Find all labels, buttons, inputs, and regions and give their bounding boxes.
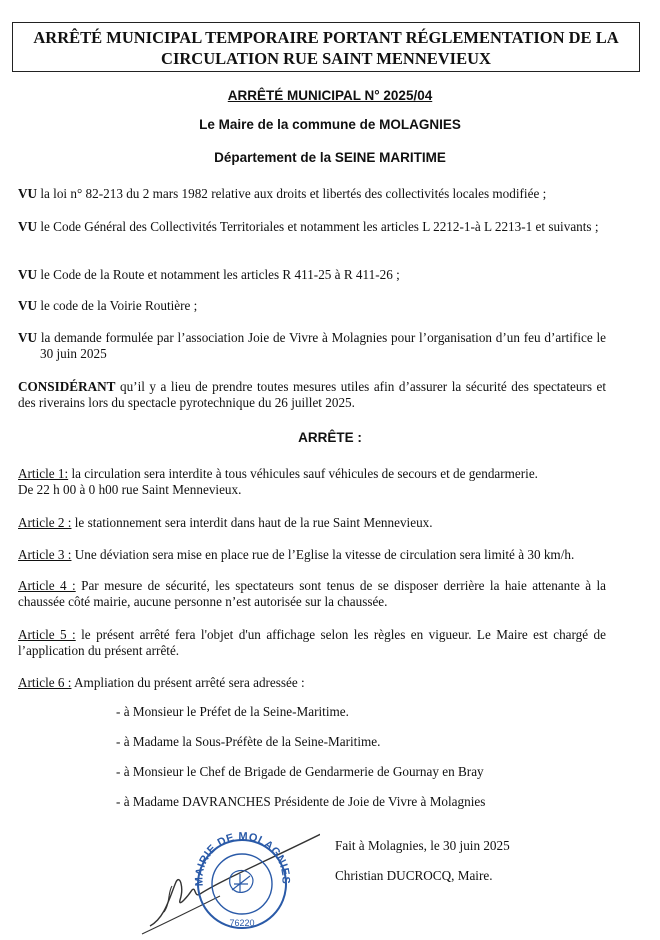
visa-text: le Code de la Route et notamment les articles R 411-25 à R 411-26 ; — [37, 267, 400, 282]
article-4 — [18, 578, 606, 610]
article-2 — [18, 515, 606, 531]
article-label: Article 6 : — [18, 675, 72, 690]
article-text: Ampliation du présent arrêté sera adressée : — [71, 675, 305, 690]
list-item: - à Monsieur le Préfet de la Seine-Maritime. — [116, 704, 349, 719]
visa-5 — [18, 330, 606, 362]
visa-2 — [18, 219, 606, 235]
visa-4 — [18, 298, 606, 314]
considerant-paragraph — [18, 379, 606, 411]
article-label: Article 1: — [18, 466, 69, 481]
departement-line: Département de la SEINE MARITIME — [214, 150, 446, 165]
visa-1 — [18, 186, 606, 202]
signature-signatory: Christian DUCROCQ, Maire. — [335, 868, 493, 883]
document-title-box — [12, 22, 640, 72]
visa-text: la loi n° 82-213 du 2 mars 1982 relative aux droits et libertés des collectivités locales modifiée ; — [37, 186, 547, 201]
visa-text: le code de la Voirie Routière ; — [37, 298, 198, 313]
considerant-text: qu’il y a lieu de prendre toutes mesures utiles afin d’assurer la sécurité des spectateurs et des riverains lors du spectacle pyrotechnique du 26 juillet 2025. — [18, 379, 606, 410]
visa-lead: VU — [18, 267, 38, 282]
article-text: Une déviation sera mise en place rue de l’Eglise la vitesse de circulation sera limité à 30 km/h. — [71, 547, 575, 562]
visa-text: le Code Général des Collectivités Territoriales et notamment les articles L 2212-1-à L 2213-1 et suivants ; — [37, 219, 599, 234]
article-label: Article 2 : — [18, 515, 72, 530]
list-item: - à Madame DAVRANCHES Présidente de Joie de Vivre à Molagnies — [116, 794, 486, 809]
article-text: Par mesure de sécurité, les spectateurs sont tenus de se disposer derrière la haie attenante à la chaussée côté mairie, aucune personne n’est autorisée sur la chaussée. — [18, 578, 606, 609]
article-label: Article 3 : — [18, 547, 72, 562]
visa-text: la demande formulée par l’association Joie de Vivre à Molagnies pour l’organisation d’un feu d’artifice le 30 juin 2025 — [37, 330, 606, 361]
mairie-stamp — [140, 826, 320, 936]
maire-line: Le Maire de la commune de MOLAGNIES — [199, 117, 461, 132]
signature-place-date: Fait à Molagnies, le 30 juin 2025 — [335, 838, 510, 853]
article-text-continued: De 22 h 00 à 0 h00 rue Saint Mennevieux. — [18, 482, 242, 497]
article-label: Article 4 : — [18, 578, 76, 593]
article-label: Article 5 : — [18, 627, 76, 642]
article-3 — [18, 547, 606, 563]
considerant-lead: CONSIDÉRANT — [18, 379, 116, 394]
article-6 — [18, 675, 606, 691]
visa-lead: VU — [18, 330, 38, 345]
visa-lead: VU — [18, 186, 38, 201]
stamp-emblem — [230, 871, 253, 893]
stamp-code: 76220 — [229, 918, 255, 928]
visa-3 — [18, 267, 606, 283]
title-line-1: ARRÊTÉ MUNICIPAL TEMPORAIRE PORTANT RÉGLEMENTATION DE LA — [33, 28, 619, 47]
visa-lead: VU — [18, 298, 38, 313]
article-text: le stationnement sera interdit dans haut de la rue Saint Mennevieux. — [71, 515, 433, 530]
article-text: la circulation sera interdite à tous véhicules sauf véhicules de secours et de gendarmerie. — [68, 466, 538, 481]
article-1 — [18, 466, 606, 498]
arrete-heading: ARRÊTE : — [298, 430, 362, 445]
arrete-reference: ARRÊTÉ MUNICIPAL N° 2025/04 — [227, 88, 433, 103]
title-line-2: CIRCULATION RUE SAINT MENNEVIEUX — [161, 49, 491, 68]
article-text: le présent arrêté fera l'objet d'un affichage selon les règles en vigueur. Le Maire est chargé de l’application du présent arrêté. — [18, 627, 606, 658]
visa-lead: VU — [18, 219, 38, 234]
list-item: - à Madame la Sous-Préfète de la Seine-Maritime. — [116, 734, 381, 749]
stamp-text: MAIRIE DE MOLAGNIES — [193, 830, 292, 887]
list-item: - à Monsieur le Chef de Brigade de Gendarmerie de Gournay en Bray — [116, 764, 484, 779]
article-5 — [18, 627, 606, 659]
